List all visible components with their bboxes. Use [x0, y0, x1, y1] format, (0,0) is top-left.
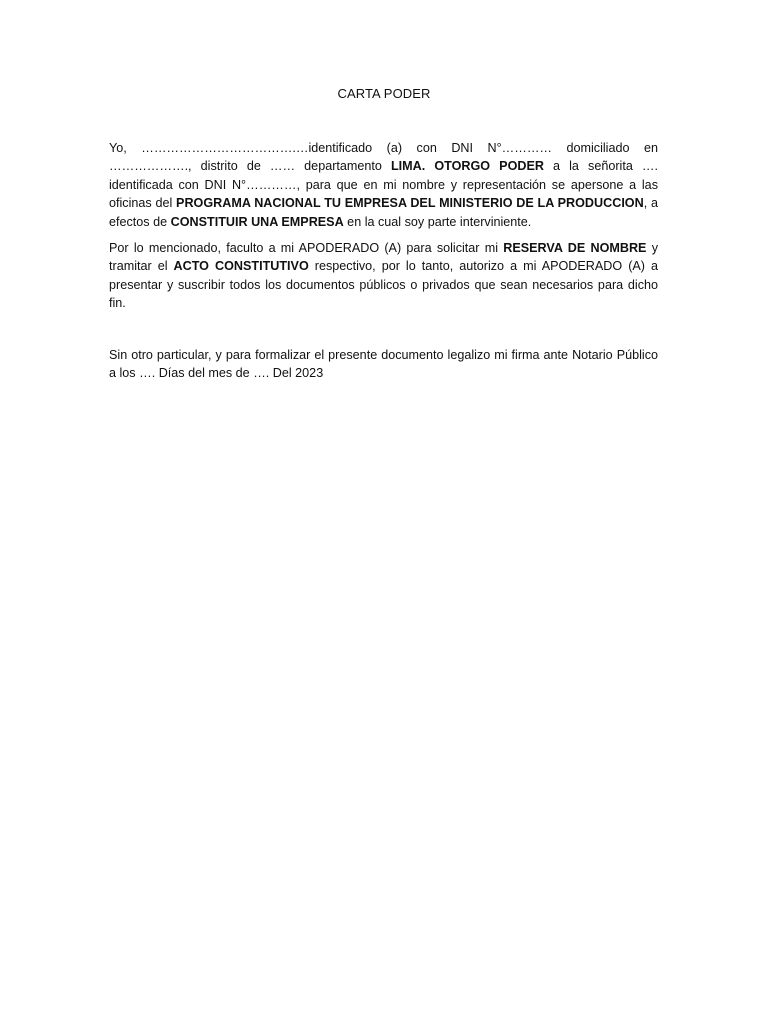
- paragraph-text: Por lo mencionado, faculto a mi APODERADO (A) para solicitar mi: [109, 241, 504, 255]
- paragraph-text: Yo, ……………………………….…identificado (a) con DNI N°………… domiciliado en ………………., distrito de …… departamento: [109, 141, 658, 174]
- paragraph-closing: [109, 346, 658, 383]
- paragraph-text: respectivo, por lo tanto, autorizo a mi APODERADO (A) a presentar y suscribir todos los documentos públicos o privados que sean necesarios para dicho fin.: [109, 259, 659, 311]
- bold-text: CONSTITUIR UNA EMPRESA: [170, 214, 344, 229]
- paragraph-text: en la cual soy parte interviniente.: [343, 214, 532, 229]
- paragraph-grant-of-power: [109, 139, 658, 231]
- bold-text: RESERVA DE NOMBRE: [503, 241, 647, 255]
- bold-text: ACTO CONSTITUTIVO: [173, 259, 309, 274]
- document-title: CARTA PODER: [337, 86, 431, 101]
- paragraph-text: , a efectos de: [109, 196, 658, 229]
- bold-text: PROGRAMA NACIONAL TU EMPRESA DEL MINISTERIO DE LA PRODUCCION: [176, 196, 644, 211]
- paragraph-text: a la señorita …. identificada con DNI N°…………, para que en mi nombre y representación se apersone a las oficinas del: [109, 159, 659, 211]
- paragraph-text: Sin otro particular, y para formalizar el presente documento legalizo mi firma ante Notario Público a los …. Días del mes de …. Del 2023: [109, 348, 658, 381]
- paragraph-text: y tramitar el: [109, 241, 659, 274]
- paragraph-authorization: [109, 239, 658, 313]
- bold-text: LIMA. OTORGO PODER: [390, 159, 544, 174]
